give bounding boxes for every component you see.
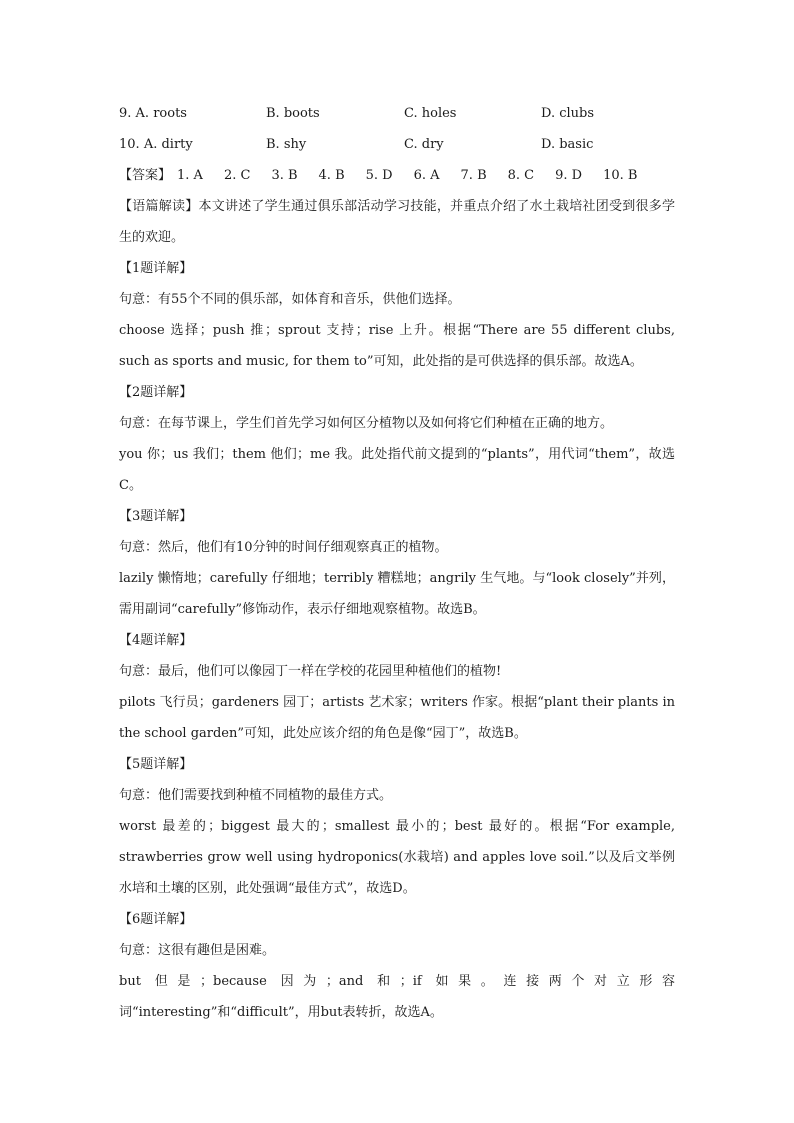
answer-item: 5. D (365, 168, 393, 183)
answer-item: 9. D (555, 168, 583, 183)
passage-summary: 【语篇解读】本文讲述了学生通过俱乐部活动学习技能，并重点介绍了水土栽培社团受到很多学生的欢迎。 (119, 199, 675, 245)
question-9-options (119, 98, 675, 129)
section-5-explanation: worst 最差的；biggest 最大的；smallest 最小的；best 最好的。根据“For example, strawberries grow well using hydroponics(水栽培) and apples love soil.”以及后文举例水培和土壤的区别，此处强调“最佳方式”，故选D。 (119, 819, 675, 896)
section-heading-2: 【2题详解】 (119, 385, 193, 400)
answer-item: 8. C (507, 168, 535, 183)
answer-item: 6. A (413, 168, 440, 183)
q9-option-d: D. clubs (541, 106, 595, 121)
section-heading-1: 【1题详解】 (119, 261, 193, 276)
answer-item: 10. B (603, 168, 638, 183)
section-4-meaning: 句意：最后，他们可以像园丁一样在学校的花园里种植他们的植物! (119, 664, 502, 679)
section-6-meaning: 句意：这很有趣但是困难。 (119, 943, 276, 958)
section-1-explanation: choose 选择；push 推；sprout 支持；rise 上升。根据“There are 55 different clubs, such as sports and music, for them to”可知，此处指的是可供选择的俱乐部。故选A。 (119, 323, 675, 369)
section-heading-5: 【5题详解】 (119, 757, 193, 772)
q10-option-b: B. shy (266, 137, 307, 152)
q10-option-c: C. dry (404, 137, 444, 152)
section-3-explanation: lazily 懒惰地；carefully 仔细地；terribly 糟糕地；angrily 生气地。与“look closely”并列，需用副词“carefully”修饰动作，表示仔细地观察植物。故选B。 (119, 571, 675, 617)
section-heading-4: 【4题详解】 (119, 633, 193, 648)
q10-option-d: D. basic (541, 137, 594, 152)
q9-option-c: C. holes (404, 106, 457, 121)
answer-key-label: 【答案】 (119, 168, 172, 183)
section-heading-3: 【3题详解】 (119, 509, 193, 524)
section-4-explanation: pilots 飞行员；gardeners 园丁；artists 艺术家；writers 作家。根据“plant their plants in the school garden”可知，此处应该介绍的角色是像“园丁”，故选B。 (119, 695, 675, 741)
answer-item: 7. B (460, 168, 487, 183)
document-page (119, 98, 675, 1028)
section-heading-6: 【6题详解】 (119, 912, 193, 927)
q9-option-b: B. boots (266, 106, 320, 121)
section-2-explanation: you 你；us 我们；them 他们；me 我。此处指代前文提到的“plants”，用代词“them”，故选C。 (119, 447, 675, 493)
section-3-meaning: 句意：然后，他们有10分钟的时间仔细观察真正的植物。 (119, 540, 448, 555)
answer-item: 3. B (271, 168, 298, 183)
answer-item: 2. C (223, 168, 251, 183)
q9-option-a: 9. A. roots (119, 106, 187, 121)
answer-key (119, 160, 675, 191)
section-5-meaning: 句意：他们需要找到种植不同植物的最佳方式。 (119, 788, 393, 803)
q10-option-a: 10. A. dirty (119, 137, 193, 152)
section-6-explanation: but 但是；because 因为；and 和；if 如果。连接两个对立形容词“interesting”和“difficult”，用but表转折，故选A。 (119, 974, 675, 1020)
section-2-meaning: 句意：在每节课上，学生们首先学习如何区分植物以及如何将它们种植在正确的地方。 (119, 416, 614, 431)
section-1-meaning: 句意：有55个不同的俱乐部，如体育和音乐，供他们选择。 (119, 292, 461, 307)
question-10-options (119, 129, 675, 160)
answer-item: 1. A (177, 168, 203, 183)
answer-item: 4. B (318, 168, 345, 183)
